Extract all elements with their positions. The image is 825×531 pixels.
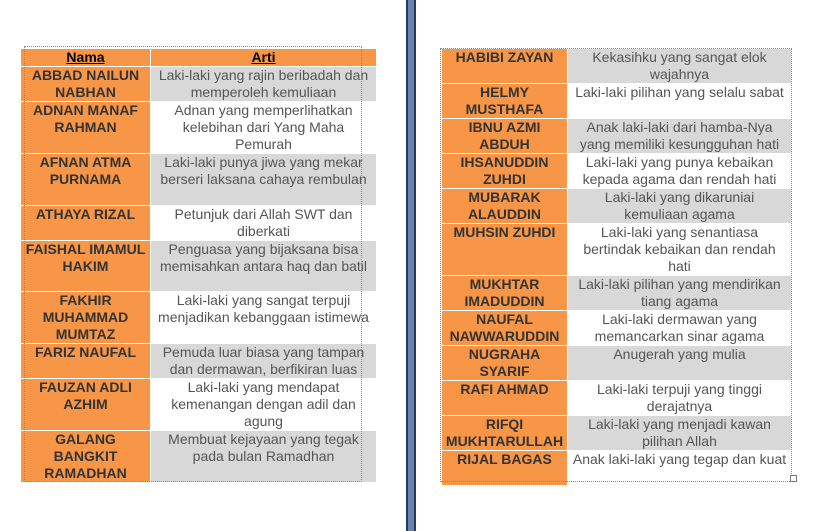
page-gutter [406, 0, 416, 531]
name-cell: RIJAL BAGAS [442, 451, 568, 486]
header-name: Nama [21, 49, 151, 67]
meaning-cell: Penguasa yang bijaksana bisa memisahkan antara haq dan batil [151, 241, 377, 292]
meaning-cell: Laki-laki punya jiwa yang mekar berseri laksana cahaya rembulan [151, 154, 377, 206]
table-resize-handle[interactable] [790, 475, 797, 482]
name-cell: MUHSIN ZUHDI [442, 224, 568, 276]
names-table-left [20, 48, 377, 483]
meaning-cell: Anak laki-laki dari hamba-Nya yang memiliki kesungguhan hati [568, 119, 792, 154]
table-row [442, 346, 792, 381]
name-cell: RAFI AHMAD [442, 381, 568, 416]
name-cell: FARIZ NAUFAL [21, 344, 151, 379]
table-row [442, 224, 792, 276]
name-cell: HELMY MUSTHAFA [442, 84, 568, 119]
name-cell: NUGRAHA SYARIF [442, 346, 568, 381]
meaning-cell: Anugerah yang mulia [568, 346, 792, 381]
name-cell: MUBARAK ALAUDDIN [442, 189, 568, 224]
table-header-row [21, 49, 377, 67]
name-cell: FAUZAN ADLI AZHIM [21, 379, 151, 431]
name-cell: FAISHAL IMAMUL HAKIM [21, 241, 151, 292]
name-cell: MUKHTAR IMADUDDIN [442, 276, 568, 311]
names-table-right [441, 48, 792, 486]
meaning-cell: Laki-laki pilihan yang mendirikan tiang agama [568, 276, 792, 311]
name-cell: AFNAN ATMA PURNAMA [21, 154, 151, 206]
header-meaning: Arti [151, 49, 377, 67]
table-row [442, 119, 792, 154]
table-row [21, 379, 377, 431]
meaning-cell: Petunjuk dari Allah SWT dan diberkati [151, 206, 377, 241]
name-cell: FAKHIR MUHAMMAD MUMTAZ [21, 292, 151, 344]
meaning-cell: Laki-laki yang senantiasa bertindak kebaikan dan rendah hati [568, 224, 792, 276]
table-row [442, 276, 792, 311]
table-row [442, 154, 792, 189]
name-cell: ADNAN MANAF RAHMAN [21, 102, 151, 154]
table-row [21, 206, 377, 241]
table-row [21, 154, 377, 206]
meaning-cell: Laki-laki pilihan yang selalu sabat [568, 84, 792, 119]
name-cell: GALANG BANGKIT RAMADHAN [21, 431, 151, 483]
table-row [442, 311, 792, 346]
name-cell: NAUFAL NAWWARUDDIN [442, 311, 568, 346]
name-cell: HABIBI ZAYAN [442, 49, 568, 84]
table-row [21, 102, 377, 154]
table-row [21, 67, 377, 102]
table-row [442, 84, 792, 119]
table-row [21, 241, 377, 292]
meaning-cell: Kekasihku yang sangat elok wajahnya [568, 49, 792, 84]
meaning-cell: Laki-laki yang rajin beribadah dan memperoleh kemuliaan [151, 67, 377, 102]
table-row [442, 189, 792, 224]
meaning-cell: Laki-laki yang mendapat kemenangan dengan adil dan agung [151, 379, 377, 431]
table-row [442, 451, 792, 486]
table-row [21, 344, 377, 379]
name-cell: IBNU AZMI ABDUH [442, 119, 568, 154]
name-cell: ATHAYA RIZAL [21, 206, 151, 241]
meaning-cell: Laki-laki terpuji yang tinggi derajatnya [568, 381, 792, 416]
name-cell: RIFQI MUKHTARULLAH [442, 416, 568, 451]
meaning-cell: Laki-laki yang dikaruniai kemuliaan agama [568, 189, 792, 224]
meaning-cell: Pemuda luar biasa yang tampan dan dermawan, berfikiran luas [151, 344, 377, 379]
meaning-cell: Adnan yang memperlihatkan kelebihan dari Yang Maha Pemurah [151, 102, 377, 154]
meaning-cell: Membuat kejayaan yang tegak pada bulan Ramadhan [151, 431, 377, 483]
table-row [442, 416, 792, 451]
table-row [21, 292, 377, 344]
table-row [442, 49, 792, 84]
meaning-cell: Anak laki-laki yang tegap dan kuat [568, 451, 792, 486]
table-row [21, 431, 377, 483]
meaning-cell: Laki-laki yang punya kebaikan kepada agama dan rendah hati [568, 154, 792, 189]
meaning-cell: Laki-laki yang sangat terpuji menjadikan kebanggaan istimewa [151, 292, 377, 344]
meaning-cell: Laki-laki dermawan yang memancarkan sinar agama [568, 311, 792, 346]
meaning-cell: Laki-laki yang menjadi kawan pilihan Allah [568, 416, 792, 451]
name-cell: ABBAD NAILUN NABHAN [21, 67, 151, 102]
table-row [442, 381, 792, 416]
name-cell: IHSANUDDIN ZUHDI [442, 154, 568, 189]
